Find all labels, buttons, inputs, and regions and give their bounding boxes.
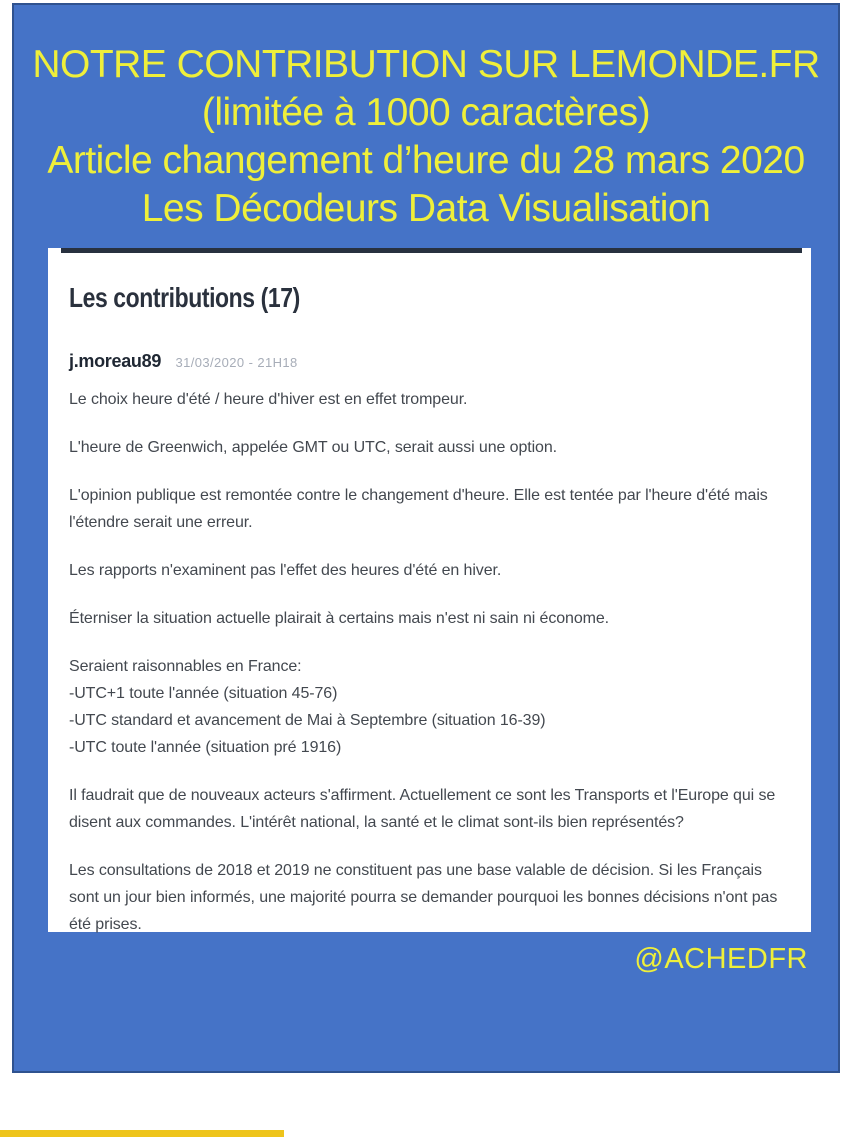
comments-screenshot-card	[48, 248, 811, 932]
comment-paragraph	[69, 386, 794, 413]
slide-title-line: (limitée à 1000 caractères)	[201, 91, 651, 134]
comments-heading: Les contributions (17)	[69, 282, 300, 313]
card-top-divider	[61, 248, 802, 253]
comment-text-line: -UTC standard et avancement de Mai à Septembre (situation 16-39)	[69, 712, 546, 729]
comment-paragraph	[69, 605, 794, 632]
comment-text-line: Les rapports n'examinent pas l'effet des heures d'été en hiver.	[69, 562, 502, 579]
comment-text-line: Éterniser la situation actuelle plairait à certains mais n'est ni sain ni économe.	[69, 610, 610, 627]
comment-body	[69, 386, 794, 959]
comment-paragraph	[69, 482, 794, 536]
comment-timestamp: 31/03/2020 - 21H18	[175, 355, 298, 370]
comment-text-line: Le choix heure d'été / heure d'hiver est en effet trompeur.	[69, 391, 468, 408]
slide-background	[12, 3, 840, 1073]
comment-text-line: L'opinion publique est remontée contre le changement d'heure. Elle est tentée par l'heure d'été mais l'étendre serait une erreur.	[69, 487, 768, 531]
comment-text-line: Il faudrait que de nouveaux acteurs s'affirment. Actuellement ce sont les Transports et l'Europe qui se disent aux commandes. L'intérêt national, la santé et le climat sont-ils bien représentés?	[69, 787, 776, 831]
twitter-handle: @ACHEDFR	[634, 943, 808, 975]
comment-paragraph	[69, 653, 794, 761]
comment-text-line: Seraient raisonnables en France:	[69, 658, 302, 675]
comment-paragraph	[69, 557, 794, 584]
comment-text-line: -UTC toute l'année (situation pré 1916)	[69, 739, 342, 756]
comment-text-line: L'heure de Greenwich, appelée GMT ou UTC, serait aussi une option.	[69, 439, 557, 456]
slide-title-line: NOTRE CONTRIBUTION SUR LEMONDE.FR	[32, 43, 820, 86]
comment-text-line: -UTC+1 toute l'année (situation 45-76)	[69, 685, 338, 702]
comment-paragraph	[69, 434, 794, 461]
title-block	[14, 41, 838, 233]
comment-byline	[69, 351, 298, 372]
comment-text-line: Les consultations de 2018 et 2019 ne constituent pas une base valable de décision. Si les Français sont un jour bien informés, une majorité pourra se demander pourquoi les bonnes décisions n'ont pas été prises.	[69, 862, 778, 933]
comment-author: j.moreau89	[69, 351, 162, 371]
slide-title-line: Article changement d’heure du 28 mars 2020	[47, 139, 805, 182]
comment-paragraph	[69, 857, 794, 938]
bottom-progress-bar	[0, 1130, 284, 1137]
slide-title-line: Les Décodeurs Data Visualisation	[141, 187, 711, 230]
comment-paragraph	[69, 782, 794, 836]
